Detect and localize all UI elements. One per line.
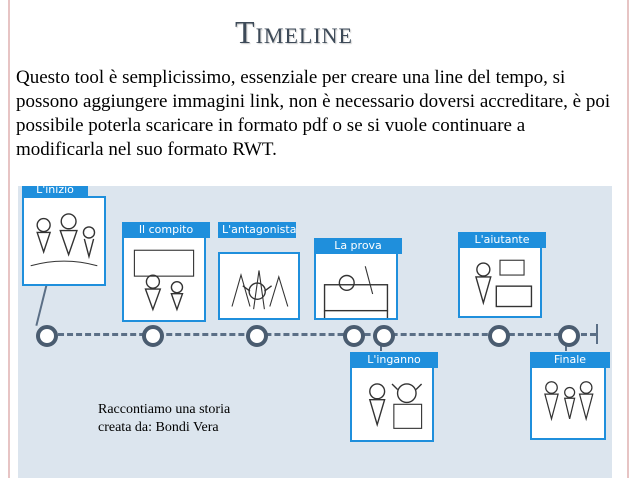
event-label: L'inizio [22,186,88,198]
event-label: Il compito [122,222,210,238]
caption-line-1: Raccontiamo una storia [98,402,231,417]
timeline-panel [18,186,612,478]
event-card-finale[interactable] [530,353,606,440]
event-label: L'antagonista [218,222,296,238]
caption-line-2: creata da: Bondi Vera [98,420,219,435]
event-card-inizio[interactable] [22,186,106,286]
event-card-antagonista[interactable] [218,223,300,320]
timeline-node-6[interactable] [488,325,510,347]
timeline-node-5[interactable] [373,325,395,347]
event-card-compito[interactable] [122,223,206,322]
event-label: La prova [314,238,402,254]
timeline-node-4[interactable] [343,325,365,347]
mother-and-child-icon [127,241,201,315]
right-border [627,0,629,478]
wolf-and-girl-icon [355,371,429,436]
slide-title: Timeline [235,14,353,50]
event-card-prova[interactable] [314,239,398,320]
event-label: Finale [530,352,610,368]
wolf-icon [223,257,295,320]
event-label: L'aiutante [458,232,546,248]
timeline-end-marker [596,324,598,344]
timeline-caption [98,401,230,437]
grandmother-in-bed-icon [319,257,393,322]
event-card-aiutante[interactable] [458,233,542,318]
timeline-node-7[interactable] [558,325,580,347]
children-playing-icon [27,201,101,275]
connector-inizio [35,283,48,326]
family-icon [535,371,601,429]
timeline-node-1[interactable] [36,325,58,347]
event-card-inganno[interactable] [350,353,434,442]
event-label: L'inganno [350,352,438,368]
timeline-node-2[interactable] [142,325,164,347]
left-border [8,0,10,478]
hunter-icon [463,251,537,316]
timeline-line [40,333,596,336]
intro-text: Questo tool è semplicissimo, essenziale per creare una line del tempo, si possono aggiungere immagini link, non è necessario doversi accreditare, è poi possibile poterla scaricare in formato pdf o se si vuole continuare a modificarla nel suo formato RWT. [16,67,611,160]
timeline-node-3[interactable] [246,325,268,347]
